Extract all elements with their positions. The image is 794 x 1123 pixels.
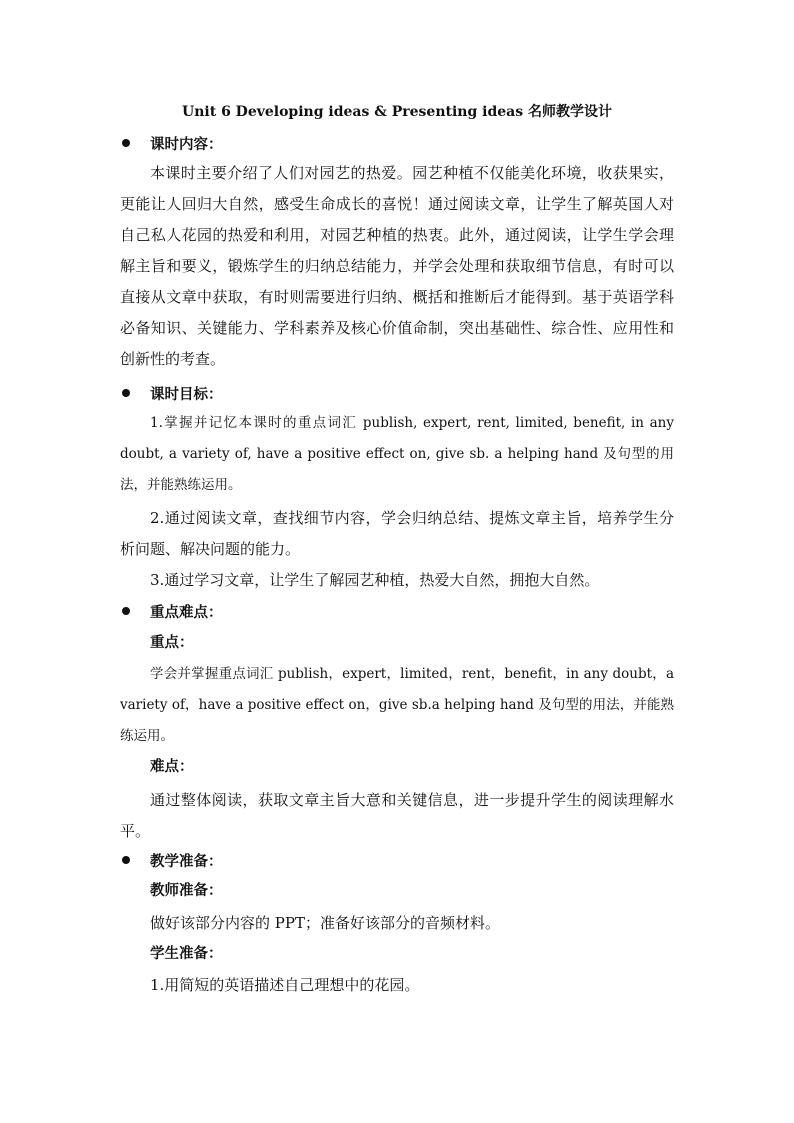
bullet-icon — [122, 389, 130, 397]
section-heading-label: 课时内容： — [150, 135, 223, 153]
bullet-icon — [122, 856, 130, 864]
section-heading-keypoints — [120, 598, 223, 624]
section-heading-content — [120, 130, 223, 156]
section-heading-preparation — [120, 847, 223, 873]
objective-item-2: 2.通过阅读文章，查找细节内容，学会归纳总结、提炼文章主旨，培养学生分析问题、解决问题的能力。 — [120, 509, 674, 558]
document-title: Unit 6 Developing ideas & Presenting ideas 名师教学设计 — [182, 104, 612, 120]
section-heading-label: 课时目标： — [150, 385, 223, 403]
section-heading-objectives — [120, 380, 223, 406]
content-paragraph: 本课时主要介绍了人们对园艺的热爱。园艺种植不仅能美化环境，收获果实，更能让人回归大自然，感受生命成长的喜悦！通过阅读文章，让学生了解英国人对自己私人花园的热爱和利用，对园艺种植的热衷。此外，通过阅读，让学生学会理解主旨和要义，锻炼学生的归纳总结能力，并学会处理和获取细节信息，有时可以直接从文章中获取，有时则需要进行归纳、概括和推断后才能得到。基于英语学科必备知识、关键能力、学科素养及核心价值命制，突出基础性、综合性、应用性和创新性的考查。 — [120, 164, 674, 368]
student-prep-label: 学生准备： — [150, 945, 223, 962]
difficult-paragraph: 通过整体阅读，获取文章主旨大意和关键信息，进一步提升学生的阅读理解水平。 — [120, 791, 674, 840]
student-prep-text: 1.用简短的英语描述自己理想中的花园。 — [150, 976, 420, 994]
bullet-icon — [122, 139, 130, 147]
objective-item-1: 1.掌握并记忆本课时的重点词汇 publish, expert, rent, limited, benefit, in any doubt, a variety of, have a positive effect on, give sb. a helping hand 及句型的用法，并能熟练运用。 — [120, 415, 674, 493]
teacher-prep-label: 教师准备： — [150, 882, 223, 899]
section-heading-label: 重点难点： — [150, 603, 223, 621]
bullet-icon — [122, 607, 130, 615]
objective-item-3: 3.通过学习文章，让学生了解园艺种植，热爱大自然，拥抱大自然。 — [150, 571, 600, 589]
teacher-prep-text: 做好该部分内容的 PPT；准备好该部分的音频材料。 — [150, 914, 500, 932]
difficult-label: 难点： — [150, 758, 194, 775]
key-label: 重点： — [150, 634, 194, 651]
section-heading-label: 教学准备： — [150, 852, 223, 870]
key-paragraph: 学会并掌握重点词汇 publish，expert，limited，rent，benefit，in any doubt，a variety of，have a positive effect on，give sb.a helping hand 及句型的用法，并能熟练运用。 — [120, 666, 674, 744]
